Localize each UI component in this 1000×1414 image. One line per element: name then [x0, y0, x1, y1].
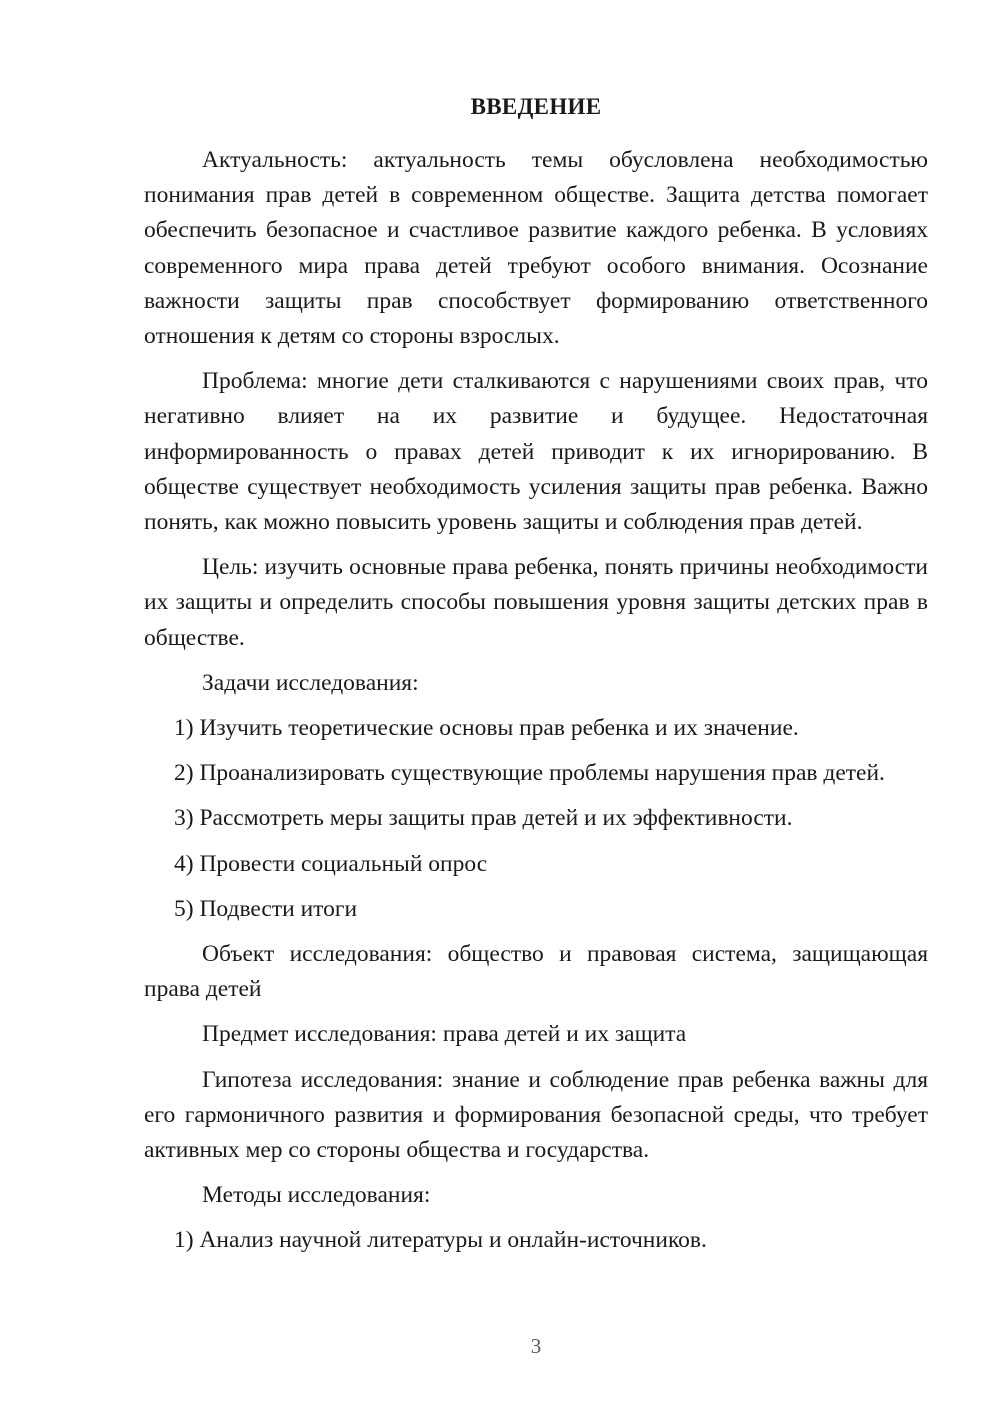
task-item: 2) Проанализировать существующие проблемы нарушения прав детей.: [174, 760, 885, 787]
paragraph-hypothesis: Гипотеза исследования: знание и соблюдение прав ребенка важны для его гармоничного развития и формирования безопасной среды, что требует активных мер со стороны общества и государства.: [144, 1066, 928, 1164]
page-number: 3: [530, 1334, 542, 1358]
task-item: 4) Провести социальный опрос: [174, 850, 488, 877]
page-title: ВВЕДЕНИЕ: [470, 94, 602, 119]
methods-heading: Методы исследования:: [202, 1182, 431, 1209]
task-item: 1) Изучить теоретические основы прав ребенка и их значение.: [174, 715, 799, 742]
tasks-heading: Задачи исследования:: [202, 669, 419, 696]
paragraph-subject: Предмет исследования: права детей и их защита: [202, 1021, 687, 1048]
paragraph-object: Объект исследования: общество и правовая система, защищающая права детей: [144, 941, 928, 1003]
method-item: 1) Анализ научной литературы и онлайн-источников.: [174, 1227, 707, 1254]
task-item: 5) Подвести итоги: [174, 895, 358, 922]
paragraph-goal: Цель: изучить основные права ребенка, понять причины необходимости их защиты и определить способы повышения уровня защиты детских прав в обществе.: [144, 554, 928, 651]
paragraph-problem: Проблема: многие дети сталкиваются с нарушениями своих прав, что негативно влияет на их развитие и будущее. Недостаточная информированность о правах детей приводит к их игнорированию. В обществе существует необходимость усиления защиты прав ребенка. Важно понять, как можно повысить уровень защиты и соблюдения прав детей.: [144, 368, 928, 536]
paragraph-relevance: Актуальность: актуальность темы обусловлена необходимостью понимания прав детей в современном обществе. Защита детства помогает обеспечить безопасное и счастливое развитие каждого ребенка. В условиях современного мира права детей требуют особого внимания. Осознание важности защиты прав способствует формированию ответственного отношения к детям со стороны взрослых.: [144, 147, 928, 350]
task-item: 3) Рассмотреть меры защиты прав детей и их эффективности.: [174, 805, 793, 832]
document-body: [144, 143, 928, 1259]
